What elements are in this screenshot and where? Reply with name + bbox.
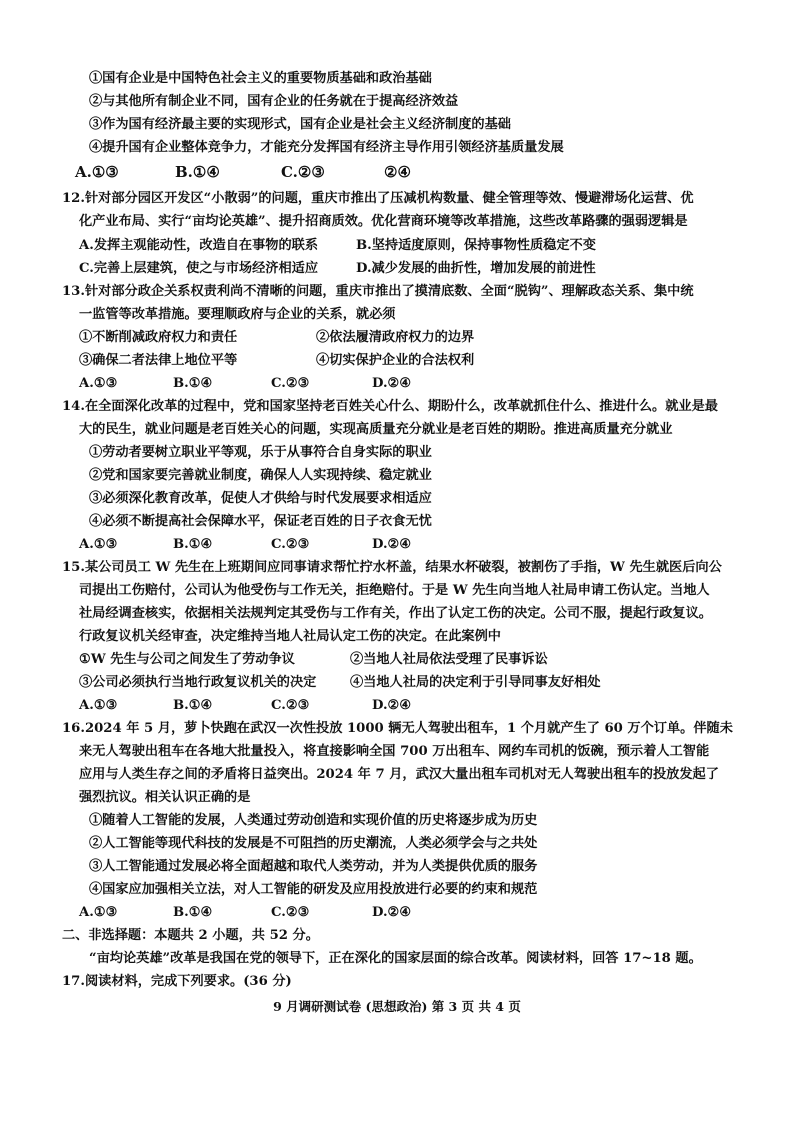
q16-item-2: ②人工智能等现代科技的发展是不可阻挡的历史潮流，人类必须学会与之共处 <box>89 836 538 851</box>
q12-option-d: D.减少发展的曲折性，增加发展的前进性 <box>356 261 596 276</box>
q16-option-b: B.①④ <box>173 905 213 920</box>
q14-item-2: ②党和国家要完善就业制度，确保人人实现持续、稳定就业 <box>89 468 432 483</box>
q12-stem-line-2: 化产业布局、实行“亩均论英雄”、提升招商质效。优化营商环境等改革措施，这些改革路骤的强弱逻辑是 <box>79 214 688 229</box>
q15-option-c: C.②③ <box>271 698 310 713</box>
q16-item-4: ④国家应加强相关立法，对人工智能的研发及应用投放进行必要的约束和规范 <box>89 882 538 897</box>
q14-item-4: ④必须不断提高社会保障水平，保证老百姓的日子衣食无忧 <box>89 514 432 529</box>
q14-stem-line-2: 大的民生，就业问题是老百姓关心的问题，实现高质量充分就业是老百姓的期盼。推进高质量充分就业 <box>79 422 673 437</box>
section-heading: 二、非选择题：本题共 2 小题，共 52 分。 <box>62 928 319 943</box>
q14-item-3: ③必须深化教育改革，促使人才供给与时代发展要求相适应 <box>89 491 432 506</box>
q16-option-a: A.①③ <box>79 905 118 920</box>
q16-stem-line-4: 强烈抗议。相关认识正确的是 <box>79 790 251 805</box>
q16-stem-line-1: 16.2024 年 5 月，萝卜快跑在武汉一次性投放 1000 辆无人驾驶出租车，1 个月就产生了 60 万个订单。伴随未 <box>62 721 733 736</box>
q13-option-b: B.①④ <box>173 376 213 391</box>
q15-stem-line-3: 社局经调查核实，依据相关法规判定其受伤与工作有关，作出了认定工伤的决定。公司不服，提起行政复议。 <box>79 606 712 621</box>
q17-stem: 17.阅读材料，完成下列要求。(36 分) <box>62 974 292 989</box>
q12-stem-line-1: 12.针对部分园区开发区“小散弱”的问题，重庆市推出了压减机构数量、健全管理等效、慢避滞场化运营、优 <box>62 191 694 206</box>
q14-option-c: C.②③ <box>271 537 310 552</box>
q13-option-c: C.②③ <box>271 376 310 391</box>
q13-item-2: ②依法履清政府权力的边界 <box>316 330 475 345</box>
q16-stem-line-2: 来无人驾驶出租车在各地大批量投入，将直接影响全国 700 万出租车、网约车司机的饭碗，预示着人工智能 <box>79 744 710 759</box>
q11-option-a: A.①③ <box>75 163 119 181</box>
q15-stem-line-1: 15.某公司员工 W 先生在上班期间应同事请求帮忙拧水杯盖，结果水杯破裂，被割伤了手指，W 先生就医后向公 <box>62 560 722 575</box>
q11-item-1: ①国有企业是中国特色社会主义的重要物质基础和政治基础 <box>89 71 432 86</box>
page-footer: 9 月调研测试卷 (思想政治) 第 3 页 共 4 页 <box>273 999 521 1014</box>
q13-stem-line-2: 一监管等改革措施。要理顺政府与企业的关系，就必须 <box>79 307 396 322</box>
q16-item-3: ③人工智能通过发展必将全面超越和取代人类劳动，并为人类提供优质的服务 <box>89 859 538 874</box>
q13-item-1: ①不断削减政府权力和责任 <box>79 330 238 345</box>
q14-stem-line-1: 14.在全面深化改革的过程中，党和国家坚持老百姓关心什么、期盼什么，改革就抓住什么、推进什么。就业是最 <box>62 399 718 414</box>
q13-option-a: A.①③ <box>79 376 118 391</box>
q12-option-a: A.发挥主观能动性，改造自在事物的联系 <box>79 238 319 253</box>
q16-item-1: ①随着人工智能的发展，人类通过劳动创造和实现价值的历史将逐步成为历史 <box>89 813 538 828</box>
q11-item-3: ③作为国有经济最主要的实现形式，国有企业是社会主义经济制度的基础 <box>89 117 511 132</box>
q14-option-d: D.②④ <box>372 537 412 552</box>
q15-option-b: B.①④ <box>173 698 213 713</box>
q14-option-a: A.①③ <box>79 537 118 552</box>
q13-item-3: ③确保二者法律上地位平等 <box>79 353 238 368</box>
q14-item-1: ①劳动者要树立职业平等观，乐于从事符合自身实际的职业 <box>89 445 432 460</box>
q16-option-c: C.②③ <box>271 905 310 920</box>
q11-item-2: ②与其他所有制企业不同，国有企业的任务就在于提高经济效益 <box>89 94 459 109</box>
q11-item-4: ④提升国有企业整体竞争力，才能充分发挥国有经济主导作用引领经济基质量发展 <box>89 140 564 155</box>
q15-item-2: ②当地人社局依法受理了民事诉讼 <box>350 652 548 667</box>
q11-option-c: C.②③ <box>281 163 325 181</box>
q16-stem-line-3: 应用与人类生存之间的矛盾将日益突出。2024 年 7 月，武汉大量出租车司机对无人驾驶出租车的投放发起了 <box>79 767 719 782</box>
q11-option-b: B.①④ <box>175 163 220 181</box>
q12-option-b: B.坚持适度原则，保持事物性质稳定不变 <box>356 238 596 253</box>
q15-item-3: ③公司必须执行当地行政复议机关的决定 <box>79 675 317 690</box>
q14-option-b: B.①④ <box>173 537 213 552</box>
q13-option-d: D.②④ <box>372 376 412 391</box>
q15-stem-line-2: 司提出工伤赔付，公司认为他受伤与工作无关，拒绝赔付。于是 W 先生向当地人社局申请工伤认定。当地人 <box>79 583 710 598</box>
q16-option-d: D.②④ <box>372 905 412 920</box>
q15-item-4: ④当地人社局的决定利于引导同事友好相处 <box>350 675 601 690</box>
q13-item-4: ④切实保护企业的合法权利 <box>316 353 475 368</box>
q15-option-a: A.①③ <box>79 698 118 713</box>
section-intro: “亩均论英雄”改革是我国在党的领导下，正在深化的国家层面的综合改革。阅读材料，回答 17~18 题。 <box>89 951 702 966</box>
q13-stem-line-1: 13.针对部分政企关系权责利尚不清晰的问题，重庆市推出了摸清底数、全面“脱钩”、理解政态关系、集中统 <box>62 284 694 299</box>
q11-option-d: ②④ <box>384 163 411 181</box>
q15-option-d: D.②④ <box>372 698 412 713</box>
q15-item-1: ①W 先生与公司之间发生了劳动争议 <box>79 652 295 667</box>
q12-option-c: C.完善上层建筑，使之与市场经济相适应 <box>79 261 319 276</box>
q15-stem-line-4: 行政复议机关经审查，决定维持当地人社局认定工伤的决定。在此案例中 <box>79 629 501 644</box>
